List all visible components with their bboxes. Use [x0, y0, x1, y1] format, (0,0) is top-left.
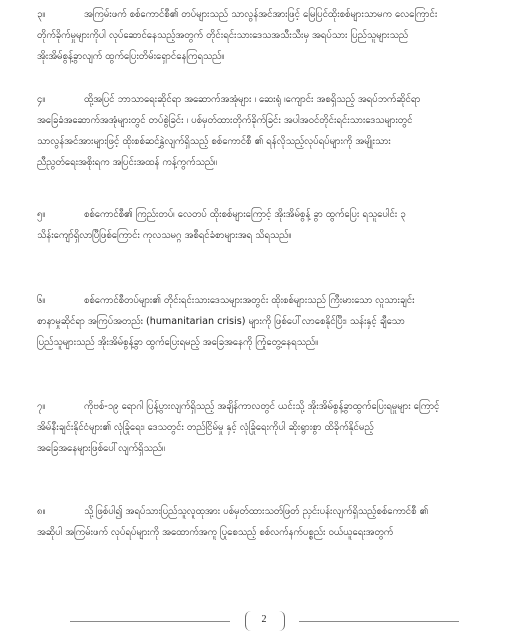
paragraph-line: ညီညွတ်ရေးအစိုးရက အပြင်းအထန် ကန့်ကွက်သည်။ [37, 157, 217, 168]
paragraph-number: ၄။ [37, 94, 46, 105]
paragraph-text: အကြမ်းဖက် စစ်ကောင်စီ၏ တပ်များသည် သာလွန်အင်အားဖြင့် မြေပြင်ထိုးစစ်များသာမက လေကြောင်း [84, 9, 438, 20]
paragraph-line: သိန်းကျော်ရှိလာပြီဖြစ်ကြောင်း ကုလသမဂ္ဂ အစီရင်ခံစာများအရ သိရသည်။ [37, 230, 292, 241]
paragraph-number: ၇။ [37, 401, 46, 412]
footer-rule-left [70, 621, 230, 622]
paragraph-line: အခြေခံအဆောက်အအုံများတွင် တပ်စွဲခြင်း ၊ ပစ်မှတ်ထားတိုက်ခိုက်ခြင်း အပါအဝင်တိုင်းရင်းသားဒေသများတွင် [37, 115, 413, 126]
paragraph-3 [37, 4, 499, 67]
paragraph-line: သာလွန်အင်အားများဖြင့် ထိုးစစ်ဆင်နွှဲလျက်ရှိသည့် စစ်ကောင်စီ ၏ ရန်လိုသည့်လုပ်ရပ်များကို အမျိုးသား [37, 136, 391, 147]
paragraph-text: ကိုဗစ်-၁၉ ရောဂါ ပြန့်ပွားလျက်ရှိသည့် အချိန်ကာလတွင် ယင်းသို့ အိုးအိမ်စွန့်ခွာထွက်ပြေးရမှုများ ကြောင့် [84, 401, 440, 412]
paragraph-line: ပြည်သူများသည် အိုးအိမ်စွန့်ခွာ ထွက်ပြေးရမည့် အခြေအနေကို ကြုံတွေ့နေရသည်။ [37, 337, 319, 348]
paragraph-number: ၈။ [37, 506, 46, 517]
paragraph-number: ၅။ [37, 209, 46, 220]
paragraph-line: အိုးအိမ်စွန့်ခွာလျက် ထွက်ပြေးတိမ်းရှောင်နေကြရသည်။ [37, 51, 225, 62]
page-footer [70, 610, 459, 632]
paragraph-8 [37, 501, 499, 543]
page-number: 2 [261, 614, 267, 625]
paragraph-line [37, 89, 499, 110]
footer-rule-right [299, 621, 459, 622]
paragraph-line [37, 396, 499, 417]
paragraph-line: တိုက်ခိုက်မှုများကိုပါ လုပ်ဆောင်နေသည့်အတွက် တိုင်းရင်းသားဒေသအသီးသီးမှ အရပ်သား ပြည်သူများသည် [37, 30, 409, 41]
paragraph-number: ၆။ [37, 295, 46, 306]
paragraph-text: ထို့အပြင် ဘာသာရေးဆိုင်ရာ အဆောက်အအုံများ ၊ ဆေးရုံ ၊ကျောင်း အစရှိသည့် အရပ်ဘက်ဆိုင်ရာ [84, 94, 421, 105]
paragraph-text: စစ်ကောင်စီ၏ ကြည်းတပ်၊ လေတပ် ထိုးစစ်များကြောင့် အိုးအိမ်စွန့် ခွာ ထွက်ပြေး ရသူပေါင်း ၃ [84, 209, 406, 220]
paragraph-line [37, 290, 499, 311]
paragraph-7 [37, 396, 499, 459]
paragraph-line: အခြေအနေများဖြစ်ပေါ်လျက်ရှိသည်။ [37, 443, 165, 454]
paragraph-line [37, 204, 499, 225]
paragraph-line: အိမ်နီးချင်းနိုင်ငံများ၏ လုံခြုံရေး၊ ဒေသတွင်း တည်ငြိမ်မှု နှင့် လုံခြုံရေးကိုပါ ဆိုးရွားစွာ ထိခိုက်နိုင်မည့် [37, 422, 374, 433]
paragraph-text: သို့ဖြစ်ပါ၍ အရပ်သားပြည်သူလူထုအား ပစ်မှတ်ထားသတ်ဖြတ် ညှင်းပန်းလျက်ရှိသည့်စစ်ကောင်စီ ၏ [84, 506, 429, 517]
paragraph-text: စစ်ကောင်စီတပ်များ၏ တိုင်းရင်းသားဒေသများအတွင်း ထိုးစစ်များသည် ကြီးမားသော လူသားချင်း [84, 295, 415, 306]
paragraph-line [37, 501, 499, 522]
paragraph-line: အဆိုပါ အကြမ်းဖက် လုပ်ရပ်များကို အထောက်အကူ ပြုစေသည့် စစ်လက်နက်ပစ္စည်း ဝယ်ယူရေးအတွက် [37, 527, 394, 538]
paragraph-6 [37, 290, 499, 353]
paragraph-4 [37, 89, 499, 173]
paragraph-line [37, 4, 499, 25]
paragraph-number: ၃။ [37, 9, 46, 20]
paragraph-line: စာနာမှုဆိုင်ရာ အကြပ်အတည်း (humanitarian crisis) များကို ဖြစ်ပေါ်လာစေနိုင်ပြီး၊ သန်းနှင့် ချီသော [37, 316, 405, 327]
paragraph-5 [37, 204, 499, 246]
